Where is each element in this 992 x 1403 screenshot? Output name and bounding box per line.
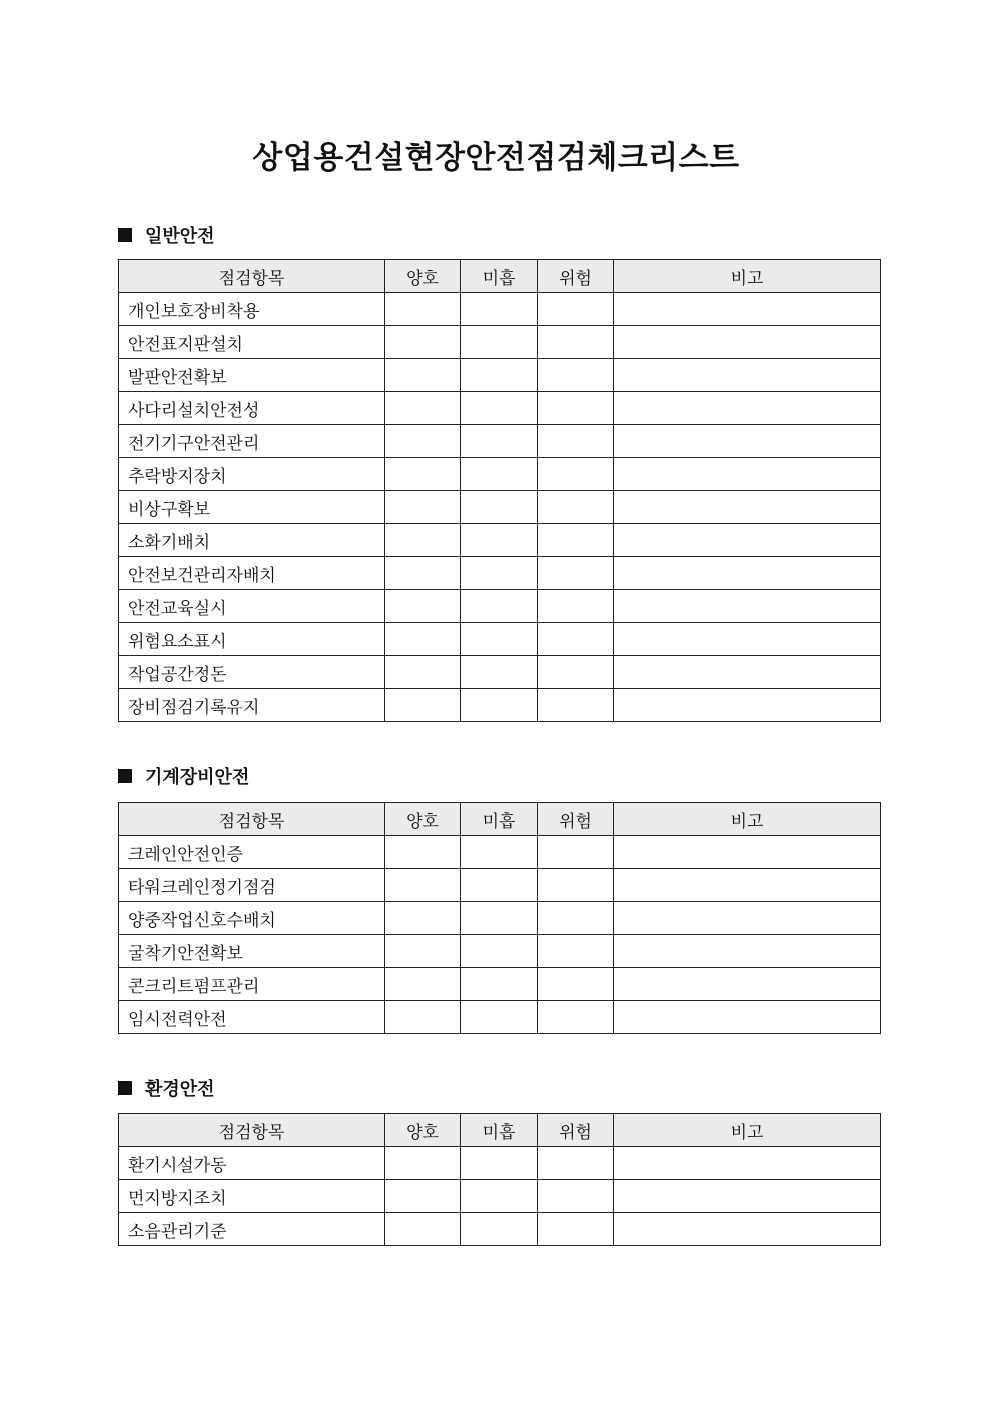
table-row [119, 1180, 881, 1213]
danger-cell[interactable] [538, 1180, 614, 1213]
poor-cell[interactable] [461, 590, 538, 623]
good-cell[interactable] [385, 1180, 461, 1213]
poor-cell[interactable] [461, 359, 538, 392]
remarks-cell[interactable] [614, 557, 881, 590]
check-item-label: 장비점검기록유지 [119, 689, 385, 722]
document-title: 상업용건설현장안전점검체크리스트 [252, 140, 740, 176]
remarks-cell[interactable] [614, 392, 881, 425]
good-cell[interactable] [385, 935, 461, 968]
good-cell[interactable] [385, 425, 461, 458]
remarks-cell[interactable] [614, 968, 881, 1001]
table-row [119, 869, 881, 902]
poor-cell[interactable] [461, 458, 538, 491]
poor-cell[interactable] [461, 392, 538, 425]
good-cell[interactable] [385, 392, 461, 425]
check-item-label: 전기기구안전관리 [119, 425, 385, 458]
danger-cell[interactable] [538, 968, 614, 1001]
section-title: 환경안전 [145, 1079, 215, 1100]
check-item-label: 작업공간정돈 [119, 656, 385, 689]
remarks-cell[interactable] [614, 935, 881, 968]
check-item-label: 소화기배치 [119, 524, 385, 557]
good-cell[interactable] [385, 557, 461, 590]
section-heading-environment [118, 1074, 215, 1102]
checklist-table-machinery [118, 802, 881, 1034]
danger-cell[interactable] [538, 590, 614, 623]
table-row [119, 425, 881, 458]
good-cell[interactable] [385, 293, 461, 326]
remarks-cell[interactable] [614, 869, 881, 902]
remarks-cell[interactable] [614, 656, 881, 689]
remarks-cell[interactable] [614, 1147, 881, 1180]
good-cell[interactable] [385, 623, 461, 656]
check-item-label: 안전표지판설치 [119, 326, 385, 359]
column-header-poor: 미흡 [461, 260, 538, 293]
remarks-cell[interactable] [614, 1180, 881, 1213]
square-bullet-icon [118, 228, 132, 242]
danger-cell[interactable] [538, 836, 614, 869]
poor-cell[interactable] [461, 326, 538, 359]
danger-cell[interactable] [538, 935, 614, 968]
remarks-cell[interactable] [614, 1001, 881, 1034]
good-cell[interactable] [385, 902, 461, 935]
check-item-label: 사다리설치안전성 [119, 392, 385, 425]
good-cell[interactable] [385, 458, 461, 491]
table-row [119, 326, 881, 359]
good-cell[interactable] [385, 524, 461, 557]
table-row [119, 1001, 881, 1034]
poor-cell[interactable] [461, 656, 538, 689]
section-heading-machinery [118, 762, 249, 790]
good-cell[interactable] [385, 836, 461, 869]
danger-cell[interactable] [538, 359, 614, 392]
header-row [119, 260, 881, 293]
good-cell[interactable] [385, 1001, 461, 1034]
table-row [119, 557, 881, 590]
check-item-label: 임시전력안전 [119, 1001, 385, 1034]
danger-cell[interactable] [538, 326, 614, 359]
remarks-cell[interactable] [614, 590, 881, 623]
column-header-remarks: 비고 [614, 1114, 881, 1147]
remarks-cell[interactable] [614, 425, 881, 458]
column-header-remarks: 비고 [614, 260, 881, 293]
remarks-cell[interactable] [614, 836, 881, 869]
check-item-label: 먼지방지조치 [119, 1180, 385, 1213]
good-cell[interactable] [385, 326, 461, 359]
danger-cell[interactable] [538, 392, 614, 425]
check-item-label: 크레인안전인증 [119, 836, 385, 869]
table-row [119, 590, 881, 623]
check-item-label: 안전보건관리자배치 [119, 557, 385, 590]
column-header-poor: 미흡 [461, 1114, 538, 1147]
good-cell[interactable] [385, 656, 461, 689]
poor-cell[interactable] [461, 836, 538, 869]
danger-cell[interactable] [538, 524, 614, 557]
poor-cell[interactable] [461, 491, 538, 524]
column-header-poor: 미흡 [461, 803, 538, 836]
check-item-label: 추락방지장치 [119, 458, 385, 491]
column-header-good: 양호 [385, 1114, 461, 1147]
column-header-item: 점검항목 [119, 803, 385, 836]
check-item-label: 콘크리트펌프관리 [119, 968, 385, 1001]
column-header-remarks: 비고 [614, 803, 881, 836]
checklist-table-environment [118, 1113, 881, 1246]
danger-cell[interactable] [538, 491, 614, 524]
poor-cell[interactable] [461, 425, 538, 458]
table-row [119, 458, 881, 491]
check-item-label: 비상구확보 [119, 491, 385, 524]
checklist-table-general [118, 259, 881, 722]
poor-cell[interactable] [461, 557, 538, 590]
poor-cell[interactable] [461, 623, 538, 656]
square-bullet-icon [118, 769, 132, 783]
table-row [119, 836, 881, 869]
danger-cell[interactable] [538, 458, 614, 491]
danger-cell[interactable] [538, 869, 614, 902]
danger-cell[interactable] [538, 902, 614, 935]
table-row [119, 359, 881, 392]
table-row [119, 902, 881, 935]
header-row [119, 803, 881, 836]
poor-cell[interactable] [461, 935, 538, 968]
square-bullet-icon [118, 1081, 132, 1095]
poor-cell[interactable] [461, 869, 538, 902]
check-item-label: 안전교육실시 [119, 590, 385, 623]
section-title: 기계장비안전 [145, 767, 250, 788]
table-row [119, 656, 881, 689]
good-cell[interactable] [385, 1213, 461, 1246]
remarks-cell[interactable] [614, 689, 881, 722]
danger-cell[interactable] [538, 656, 614, 689]
table-row [119, 623, 881, 656]
good-cell[interactable] [385, 869, 461, 902]
check-item-label: 소음관리기준 [119, 1213, 385, 1246]
poor-cell[interactable] [461, 968, 538, 1001]
check-item-label: 굴착기안전확보 [119, 935, 385, 968]
danger-cell[interactable] [538, 623, 614, 656]
poor-cell[interactable] [461, 1147, 538, 1180]
poor-cell[interactable] [461, 293, 538, 326]
table-row [119, 293, 881, 326]
danger-cell[interactable] [538, 1147, 614, 1180]
check-item-label: 환기시설가동 [119, 1147, 385, 1180]
danger-cell[interactable] [538, 689, 614, 722]
table-row [119, 524, 881, 557]
check-item-label: 양중작업신호수배치 [119, 902, 385, 935]
poor-cell[interactable] [461, 524, 538, 557]
remarks-cell[interactable] [614, 1213, 881, 1246]
poor-cell[interactable] [461, 1213, 538, 1246]
poor-cell[interactable] [461, 689, 538, 722]
table-row [119, 1213, 881, 1246]
remarks-cell[interactable] [614, 491, 881, 524]
danger-cell[interactable] [538, 1213, 614, 1246]
good-cell[interactable] [385, 590, 461, 623]
remarks-cell[interactable] [614, 524, 881, 557]
remarks-cell[interactable] [614, 359, 881, 392]
remarks-cell[interactable] [614, 902, 881, 935]
poor-cell[interactable] [461, 1180, 538, 1213]
poor-cell[interactable] [461, 902, 538, 935]
good-cell[interactable] [385, 1147, 461, 1180]
good-cell[interactable] [385, 491, 461, 524]
section-heading-general [118, 221, 215, 249]
column-header-danger: 위험 [538, 803, 614, 836]
danger-cell[interactable] [538, 557, 614, 590]
column-header-item: 점검항목 [119, 260, 385, 293]
remarks-cell[interactable] [614, 293, 881, 326]
column-header-danger: 위험 [538, 260, 614, 293]
column-header-good: 양호 [385, 260, 461, 293]
table-row [119, 935, 881, 968]
good-cell[interactable] [385, 968, 461, 1001]
remarks-cell[interactable] [614, 458, 881, 491]
table-row [119, 1147, 881, 1180]
table-row [119, 491, 881, 524]
good-cell[interactable] [385, 689, 461, 722]
check-item-label: 개인보호장비착용 [119, 293, 385, 326]
poor-cell[interactable] [461, 1001, 538, 1034]
remarks-cell[interactable] [614, 623, 881, 656]
column-header-item: 점검항목 [119, 1114, 385, 1147]
check-item-label: 위험요소표시 [119, 623, 385, 656]
good-cell[interactable] [385, 359, 461, 392]
check-item-label: 발판안전확보 [119, 359, 385, 392]
table-row [119, 689, 881, 722]
column-header-good: 양호 [385, 803, 461, 836]
table-row [119, 968, 881, 1001]
header-row [119, 1114, 881, 1147]
section-title: 일반안전 [145, 226, 215, 247]
danger-cell[interactable] [538, 425, 614, 458]
table-row [119, 392, 881, 425]
check-item-label: 타워크레인정기점검 [119, 869, 385, 902]
remarks-cell[interactable] [614, 326, 881, 359]
column-header-danger: 위험 [538, 1114, 614, 1147]
danger-cell[interactable] [538, 1001, 614, 1034]
danger-cell[interactable] [538, 293, 614, 326]
